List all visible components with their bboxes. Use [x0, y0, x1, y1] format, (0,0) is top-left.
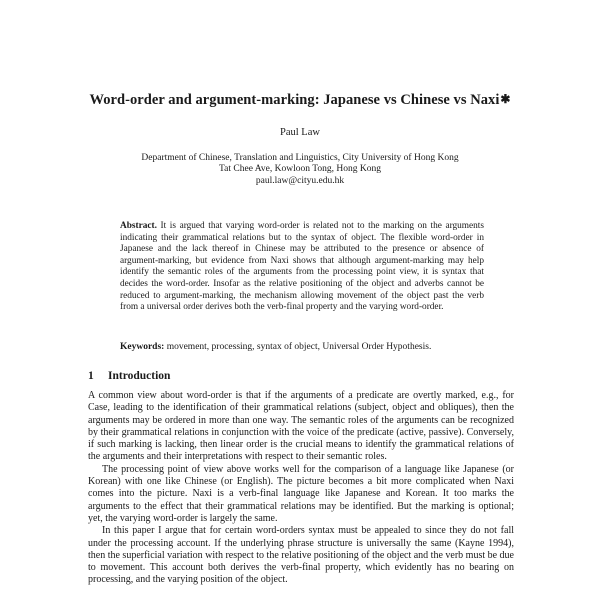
keywords [120, 341, 484, 353]
body-paragraph: A common view about word-order is that if the arguments of a predicate are overtly marked, e.g., for Case, leading to the identification of their grammatical relations (subject, object and obliques), then the arguments may be ordered in more than one way. The semantic roles of the arguments can be recognized by their grammatical relations in conjunction with the voice of the predicate (active, passive). Conversely, if such marking is lacking, then linear order is the crucial means to identify the grammatical relations of the arguments and their interpretations with respect to their semantic roles. [88, 390, 514, 463]
abstract-label: Abstract. [120, 221, 157, 231]
author-name: Paul Law [280, 127, 320, 138]
body-paragraph: In this paper I argue that for certain word-orders syntax must be appealed to since they do not fall under the processing account. If the underlying phrase structure is universally the same (Kayne 1994), then the superficial variation with respect to the relative positioning of the object and the verb must be due to movement. This account both derives the verb-final property, which evidently has no bearing on processing, and the varying position of the object. [88, 525, 514, 586]
affiliation-address: Tat Chee Ave, Kowloon Tong, Hong Kong [219, 164, 381, 175]
abstract-text: It is argued that varying word-order is related not to the marking on the arguments indicating their grammatical relations but to the syntax of object. The flexible word-order in Japanese and the lack thereof in Chinese may be attributed to the presence or absence of argument-marking, but evidence from Naxi shows that although argument-marking may help identify the semantic roles of the arguments from the processing point view, it is syntax that decides the word-order. Insofar as the relative positioning of the object and adverbs cannot be reduced to argument-marking, the mechanism allowing movement of the object past the verb from a universal order derives both the verb-final property and the varying word-order. [120, 221, 485, 313]
author-email: paul.law@cityu.edu.hk [255, 175, 345, 186]
keywords-text: movement, processing, syntax of object, Universal Order Hypothesis. [166, 342, 432, 352]
affiliation-block [0, 153, 600, 187]
section-body [88, 390, 514, 587]
section-heading [88, 370, 170, 382]
paper-title [0, 92, 600, 109]
section-number: 1 [88, 370, 94, 382]
section-title: Introduction [108, 370, 171, 382]
title-footnote-mark: ✱ [500, 92, 511, 106]
title-text: Word-order and argument-marking: Japanese vs Chinese vs Naxi [89, 92, 500, 108]
affiliation-department: Department of Chinese, Translation and Linguistics, City University of Hong Kong [141, 153, 459, 163]
body-paragraph: The processing point of view above works well for the comparison of a language like Japanese (or Korean) with one like Chinese (or English). The picture becomes a bit more complicated when Naxi comes into the picture. Naxi is a verb-final language like Japanese and Korean. It too marks the arguments to the effect that their grammatical relations may be identified. But the marking is optional; yet, the varying word-order is largely the same. [88, 463, 514, 524]
abstract [120, 221, 484, 314]
keywords-label: Keywords: [120, 342, 165, 352]
